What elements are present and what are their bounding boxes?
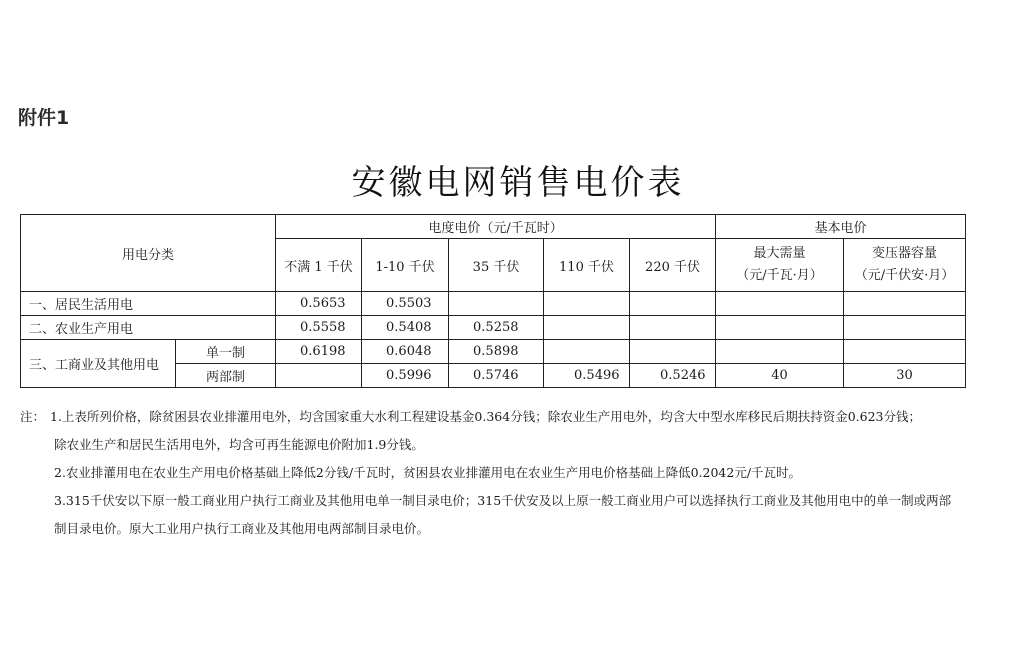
cell — [844, 292, 966, 316]
note-2 — [20, 459, 1030, 487]
note-3a-text: 3.315千伏安以下原一般工商业用户执行工商业及其他用电单一制目录电价；315千伏安及以上原一般工商业用户可以选择执行工商业及其他用电中的单一制或两部 — [54, 493, 952, 508]
cell: 0.5746 — [449, 364, 544, 388]
cell: 0.5496 — [544, 364, 630, 388]
energy-price-header: 电度电价（元/千瓦时） — [276, 215, 716, 239]
note-3-line-1 — [20, 487, 1030, 515]
cell: 0.5246 — [630, 364, 716, 388]
cell — [630, 316, 716, 340]
cell — [630, 340, 716, 364]
voltage-header-2: 35 千伏 — [449, 239, 544, 292]
cell — [544, 292, 630, 316]
cell: 40 — [716, 364, 844, 388]
cell: 30 — [844, 364, 966, 388]
cell — [630, 292, 716, 316]
row-label-agricultural: 二、农业生产用电 — [21, 316, 276, 340]
cell: 0.5408 — [362, 316, 449, 340]
note-1a-text: 1.上表所列价格，除贫困县农业排灌用电外，均含国家重大水利工程建设基金0.364分钱；除农业生产用电外，均含大中型水库移民后期扶持资金0.623分钱； — [50, 409, 921, 424]
price-table — [20, 214, 966, 388]
note-1-line-2 — [20, 431, 1030, 459]
cell: 0.6048 — [362, 340, 449, 364]
cell: 0.5898 — [449, 340, 544, 364]
cell — [449, 292, 544, 316]
voltage-header-1: 1-10 千伏 — [362, 239, 449, 292]
note-3b-text: 制目录电价。原大工业用户执行工商业及其他用电两部制目录电价。 — [54, 521, 430, 536]
cell: 0.5653 — [276, 292, 362, 316]
cell — [844, 340, 966, 364]
notes-prefix: 注： — [20, 409, 46, 424]
row-label-residential: 一、居民生活用电 — [21, 292, 276, 316]
cell — [716, 340, 844, 364]
cell: 0.5503 — [362, 292, 449, 316]
note-3-line-2 — [20, 515, 1030, 543]
transformer-header — [844, 239, 966, 292]
page-title: 安徽电网销售电价表 — [351, 163, 685, 203]
cell — [276, 364, 362, 388]
transformer-unit: （元/千伏安·月） — [854, 268, 955, 283]
attachment-label: 附件1 — [18, 107, 70, 129]
row-label-single: 单一制 — [176, 340, 276, 364]
row-label-two-part: 两部制 — [176, 364, 276, 388]
table-row — [21, 292, 966, 316]
voltage-header-0: 不满 1 千伏 — [276, 239, 362, 292]
note-1-line-1 — [20, 403, 1030, 431]
note-1b-text: 除农业生产和居民生活用电外，均含可再生能源电价附加1.9分钱。 — [54, 437, 424, 452]
cell — [544, 340, 630, 364]
header-row-1 — [21, 215, 966, 239]
cell — [544, 316, 630, 340]
max-demand-header — [716, 239, 844, 292]
note-2-text: 2.农业排灌用电在农业生产用电价格基础上降低2分钱/千瓦时，贫困县农业排灌用电在农业生产用电价格基础上降低0.2042元/千瓦时。 — [54, 465, 802, 480]
cell: 0.5558 — [276, 316, 362, 340]
cell — [844, 316, 966, 340]
max-demand-unit: （元/千瓦·月） — [736, 268, 823, 283]
transformer-label: 变压器容量 — [872, 246, 938, 261]
table-row — [21, 340, 966, 364]
cell: 0.6198 — [276, 340, 362, 364]
voltage-header-3: 110 千伏 — [544, 239, 630, 292]
cell — [716, 316, 844, 340]
category-header: 用电分类 — [21, 215, 276, 292]
cell: 0.5996 — [362, 364, 449, 388]
basic-price-header: 基本电价 — [716, 215, 966, 239]
cell — [716, 292, 844, 316]
row-label-industrial: 三、工商业及其他用电 — [21, 340, 176, 388]
voltage-header-4: 220 千伏 — [630, 239, 716, 292]
cell: 0.5258 — [449, 316, 544, 340]
table-row — [21, 316, 966, 340]
notes-section — [20, 403, 1030, 543]
max-demand-label: 最大需量 — [753, 246, 806, 261]
